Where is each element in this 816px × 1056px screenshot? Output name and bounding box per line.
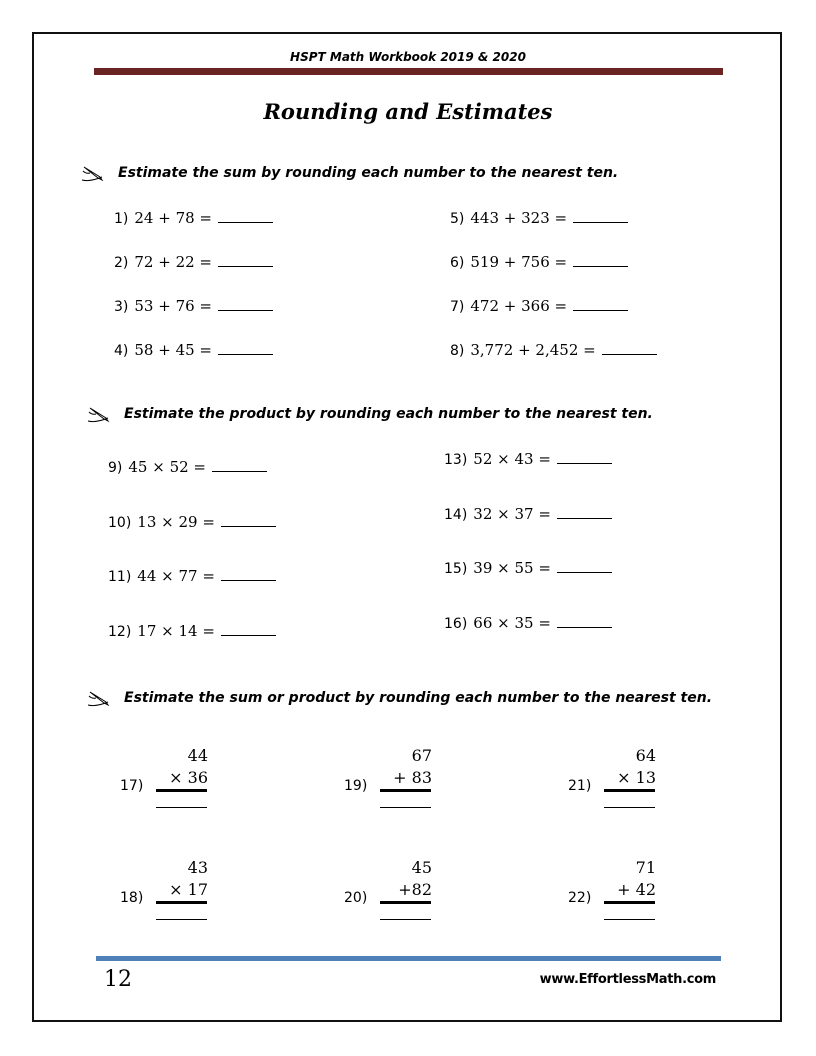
- page-number: 12: [104, 967, 132, 992]
- bottom-operand: +82: [398, 880, 432, 899]
- problem-expression: 24 + 78 =: [134, 209, 212, 227]
- problem-expression: 3,772 + 2,452 =: [470, 341, 596, 359]
- top-operand: 44: [187, 746, 208, 765]
- problem-number: 10): [108, 515, 132, 531]
- sum-rule: [604, 901, 655, 904]
- problem-number: 20): [344, 890, 368, 906]
- problem-19: [344, 746, 494, 826]
- problem-18: [120, 858, 270, 938]
- problem-22: [568, 858, 718, 938]
- page-title: Rounding and Estimates: [263, 99, 553, 124]
- footer-rule: [96, 956, 721, 961]
- problem-number: 16): [444, 616, 468, 632]
- problem-number: 13): [444, 452, 468, 468]
- answer-blank[interactable]: [156, 919, 207, 920]
- problem-13: [444, 450, 612, 468]
- problem-number: 21): [568, 778, 592, 794]
- answer-blank[interactable]: [212, 459, 267, 472]
- problem-7: [450, 297, 628, 315]
- sum-rule: [156, 789, 207, 792]
- answer-blank[interactable]: [218, 342, 273, 355]
- bottom-operand: × 36: [169, 768, 208, 787]
- sum-rule: [156, 901, 207, 904]
- problem-expression: 44 × 77 =: [137, 567, 215, 585]
- bottom-operand: + 42: [617, 880, 656, 899]
- answer-blank[interactable]: [557, 615, 612, 628]
- answer-blank[interactable]: [218, 210, 273, 223]
- problem-expression: 72 + 22 =: [134, 253, 212, 271]
- answer-blank[interactable]: [557, 451, 612, 464]
- pen-writing-icon: [80, 163, 108, 183]
- top-operand: 64: [635, 746, 656, 765]
- header-rule: [94, 68, 723, 75]
- problem-number: 8): [450, 343, 465, 359]
- answer-blank[interactable]: [156, 807, 207, 808]
- answer-blank[interactable]: [218, 254, 273, 267]
- problem-5: [450, 209, 628, 227]
- top-operand: 71: [635, 858, 656, 877]
- problem-number: 6): [450, 255, 465, 271]
- problem-2: [114, 253, 273, 271]
- sum-rule: [380, 789, 431, 792]
- problem-number: 18): [120, 890, 144, 906]
- problem-number: 15): [444, 561, 468, 577]
- answer-blank[interactable]: [602, 342, 657, 355]
- problem-6: [450, 253, 628, 271]
- book-title: HSPT Math Workbook 2019 & 2020: [290, 50, 526, 64]
- answer-blank[interactable]: [221, 514, 276, 527]
- problem-expression: 66 × 35 =: [473, 614, 551, 632]
- top-operand: 45: [411, 858, 432, 877]
- problem-expression: 39 × 55 =: [473, 559, 551, 577]
- problem-expression: 58 + 45 =: [134, 341, 212, 359]
- problem-3: [114, 297, 273, 315]
- problem-expression: 32 × 37 =: [473, 505, 551, 523]
- problem-expression: 519 + 756 =: [470, 253, 568, 271]
- answer-blank[interactable]: [221, 623, 276, 636]
- answer-blank[interactable]: [221, 568, 276, 581]
- problem-expression: 472 + 366 =: [470, 297, 568, 315]
- problem-expression: 53 + 76 =: [134, 297, 212, 315]
- problem-17: [120, 746, 270, 826]
- answer-blank[interactable]: [218, 298, 273, 311]
- problem-10: [108, 513, 276, 531]
- answer-blank[interactable]: [573, 254, 628, 267]
- problem-14: [444, 505, 612, 523]
- website-link[interactable]: www.EffortlessMath.com: [539, 972, 716, 987]
- answer-blank[interactable]: [380, 919, 431, 920]
- pen-writing-icon: [86, 404, 114, 424]
- sum-rule: [604, 789, 655, 792]
- problem-16: [444, 614, 612, 632]
- problem-number: 12): [108, 624, 132, 640]
- problem-number: 4): [114, 343, 129, 359]
- instruction-text: Estimate the product by rounding each number to the nearest ten.: [124, 406, 653, 422]
- pen-writing-icon: [86, 688, 114, 708]
- answer-blank[interactable]: [604, 919, 655, 920]
- instruction-text: Estimate the sum by rounding each number to the nearest ten.: [118, 165, 619, 181]
- problem-number: 11): [108, 569, 132, 585]
- problem-number: 5): [450, 211, 465, 227]
- problem-number: 1): [114, 211, 129, 227]
- problem-8: [450, 341, 657, 359]
- problem-number: 2): [114, 255, 129, 271]
- problem-expression: 17 × 14 =: [137, 622, 215, 640]
- section3-instruction: [86, 688, 712, 708]
- problem-12: [108, 622, 276, 640]
- answer-blank[interactable]: [604, 807, 655, 808]
- instruction-text: Estimate the sum or product by rounding each number to the nearest ten.: [124, 690, 713, 706]
- problem-expression: 13 × 29 =: [137, 513, 215, 531]
- answer-blank[interactable]: [557, 560, 612, 573]
- problem-number: 14): [444, 507, 468, 523]
- problem-21: [568, 746, 718, 826]
- problem-expression: 45 × 52 =: [128, 458, 206, 476]
- problem-number: 22): [568, 890, 592, 906]
- bottom-operand: × 17: [169, 880, 208, 899]
- problem-number: 19): [344, 778, 368, 794]
- problem-11: [108, 567, 276, 585]
- bottom-operand: × 13: [617, 768, 656, 787]
- problem-number: 9): [108, 460, 123, 476]
- problem-9: [108, 458, 267, 476]
- problem-number: 7): [450, 299, 465, 315]
- problem-number: 3): [114, 299, 129, 315]
- bottom-operand: + 83: [393, 768, 432, 787]
- section2-instruction: [86, 404, 653, 424]
- problem-number: 17): [120, 778, 144, 794]
- answer-blank[interactable]: [573, 210, 628, 223]
- section1-instruction: [80, 163, 618, 183]
- problem-expression: 52 × 43 =: [473, 450, 551, 468]
- answer-blank[interactable]: [573, 298, 628, 311]
- problem-4: [114, 341, 273, 359]
- answer-blank[interactable]: [557, 506, 612, 519]
- answer-blank[interactable]: [380, 807, 431, 808]
- top-operand: 43: [187, 858, 208, 877]
- problem-15: [444, 559, 612, 577]
- problem-1: [114, 209, 273, 227]
- problem-20: [344, 858, 494, 938]
- top-operand: 67: [411, 746, 432, 765]
- sum-rule: [380, 901, 431, 904]
- problem-expression: 443 + 323 =: [470, 209, 568, 227]
